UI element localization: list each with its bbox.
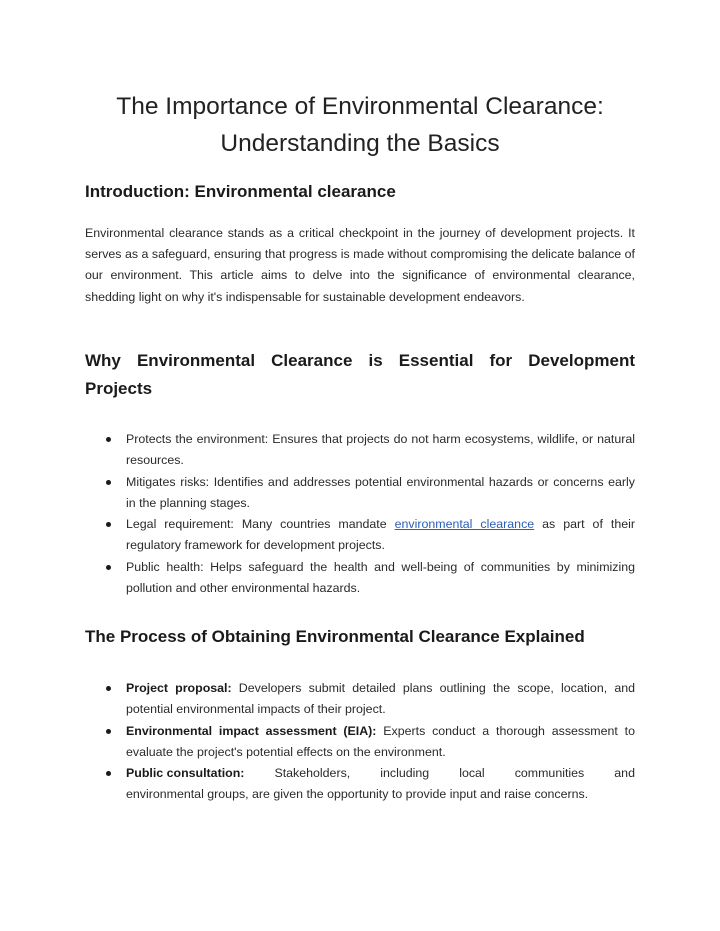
list-item [85, 557, 635, 600]
list-item-label: Public consultation: [126, 766, 245, 781]
list-item-label: Project proposal: [126, 681, 232, 695]
list-item-text-after: as part of their regulatory framework for development projects. [126, 517, 635, 553]
bullet-icon [106, 729, 111, 734]
bullet-icon [106, 522, 111, 527]
list-item-word: communities [514, 766, 585, 781]
list-item-text: Developers submit detailed plans outlining the scope, location, and potential environmental impacts of their project. [126, 681, 635, 717]
list-item-word: and [614, 766, 635, 781]
why-heading-word: Environmental [136, 351, 256, 370]
list-item [85, 763, 635, 806]
list-item-first-line [126, 763, 635, 784]
list-item-text: Experts conduct a thorough assessment to evaluate the project's potential effects on the environment. [126, 723, 635, 759]
title-line-2: Understanding the Basics [220, 130, 500, 157]
why-heading-word: Essential [398, 351, 474, 370]
list-item-text: environmental groups, are given the opportunity to provide input and raise concerns. [126, 787, 589, 802]
list-item-word: including [380, 766, 430, 781]
bullet-icon [106, 686, 111, 691]
list-item-word: local [459, 766, 485, 781]
bullet-icon [106, 437, 111, 442]
list-item-text-before: Legal requirement: Many countries mandate [126, 517, 395, 532]
list-item [85, 472, 635, 515]
list-item [85, 429, 635, 472]
intro-heading: Introduction: Environmental clearance [85, 182, 396, 201]
page-title [65, 88, 655, 162]
bullet-icon [106, 480, 111, 485]
list-item [85, 514, 635, 557]
list-item [85, 721, 635, 764]
list-item-text: Public health: Helps safeguard the health and well-being of communities by minimizing pollution and other environmental hazards. [126, 559, 635, 596]
list-item-text: Protects the environment: Ensures that projects do not harm ecosystems, wildlife, or natural resources. [126, 432, 635, 468]
why-heading-line-1 [85, 347, 635, 375]
bullet-icon [106, 565, 111, 570]
why-heading-word: for [489, 351, 513, 370]
why-heading-word: is [368, 351, 383, 370]
why-list [85, 429, 635, 599]
environmental-clearance-link[interactable]: environmental clearance [394, 517, 535, 532]
bullet-icon [106, 771, 111, 776]
title-line-1: The Importance of Environmental Clearance: [116, 93, 604, 120]
process-list [85, 678, 635, 806]
list-item-text: Mitigates risks: Identifies and addresses potential environmental hazards or concerns early in the planning stages. [126, 474, 635, 510]
why-heading-word: Development [528, 351, 635, 370]
process-heading: The Process of Obtaining Environmental Clearance Explained [85, 627, 585, 646]
why-heading-word: Clearance [271, 351, 353, 370]
list-item-word: Stakeholders, [274, 766, 351, 781]
intro-paragraph: Environmental clearance stands as a critical checkpoint in the journey of development projects. It serves as a safeguard, ensuring that progress is made without compromising the delicate balance of our environment. This article aims to delve into the significance of environmental clearance, shedding light on why it's indispensable for sustainable development endeavors. [85, 226, 635, 304]
list-item [85, 678, 635, 721]
why-heading-word: Why [85, 351, 121, 370]
why-heading [85, 347, 635, 403]
list-item-label: Environmental impact assessment (EIA): [126, 723, 377, 738]
why-heading-line-2: Projects [85, 379, 153, 398]
